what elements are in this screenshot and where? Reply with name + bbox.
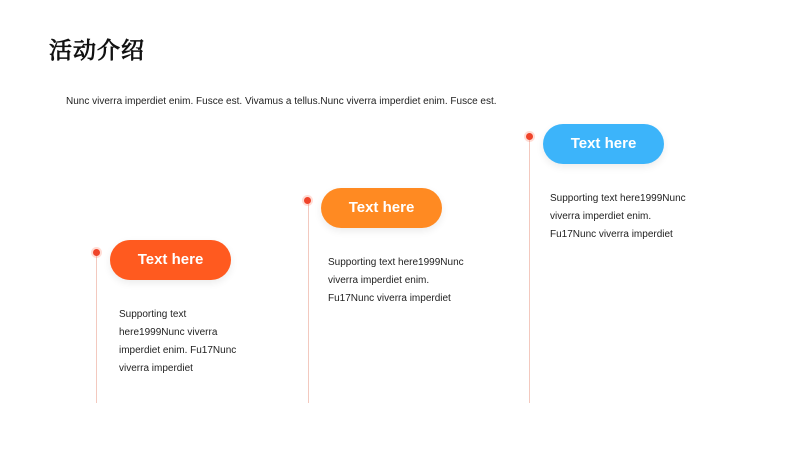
step-3-marker-dot [526,133,533,140]
step-2-label-pill: Text here [321,188,442,228]
step-1-label-pill: Text here [110,240,231,280]
step-2-text-line: viverra imperdiet enim. [328,275,430,286]
step-3-text-line: Fu17Nunc viverra imperdiet [550,229,673,240]
step-1-timeline-line [96,256,97,403]
intro-text: Nunc viverra imperdiet enim. Fusce est. Vivamus a tellus.Nunc viverra imperdiet enim. Fusce est. [66,96,497,107]
step-1-marker-dot [93,249,100,256]
page-title: 活动介绍 [49,38,145,64]
step-3-text-line: viverra imperdiet enim. [550,211,652,222]
step-1-text-line: here1999Nunc viverra [119,327,218,338]
step-1-text-line: viverra imperdiet [119,363,193,374]
step-3-timeline-line [529,140,530,403]
step-2-timeline-line [308,204,309,403]
step-2-supporting-text [328,254,518,308]
step-2-text-line: Fu17Nunc viverra imperdiet [328,293,451,304]
step-2-text-line: Supporting text here1999Nunc [328,257,464,268]
step-3-label-pill: Text here [543,124,664,164]
step-1-text-line: imperdiet enim. Fu17Nunc [119,345,237,356]
step-2-marker-dot [304,197,311,204]
step-1-supporting-text [119,306,269,378]
step-3-text-line: Supporting text here1999Nunc [550,193,686,204]
step-3-supporting-text [550,190,740,244]
step-1-text-line: Supporting text [119,309,187,320]
